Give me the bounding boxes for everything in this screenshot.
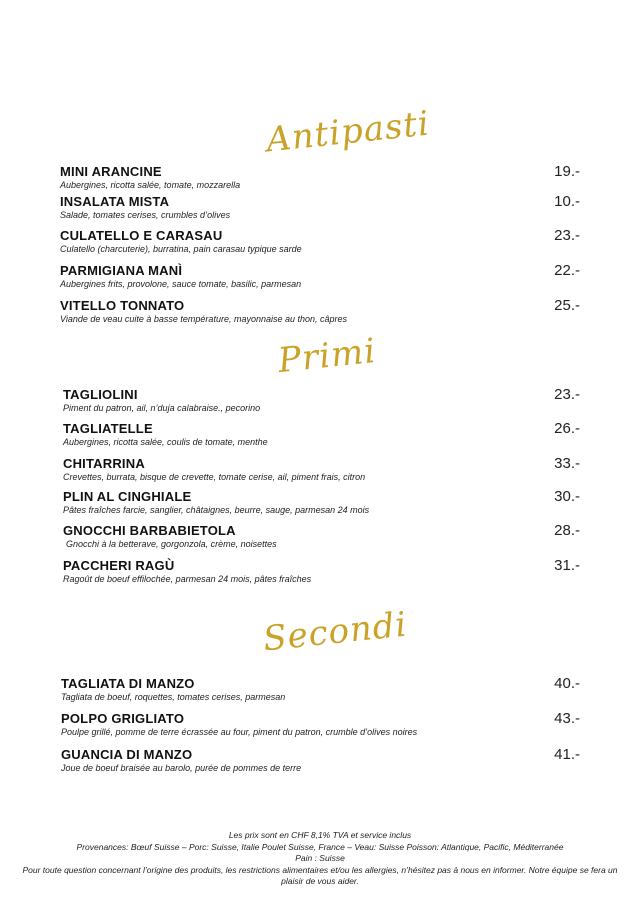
item-name: TAGLIATA DI MANZO [61, 676, 195, 691]
item-price: 22.- [554, 262, 580, 279]
item-price: 23.- [554, 386, 580, 403]
item-description: Joue de boeuf braisée au barolo, purée de pommes de terre [61, 763, 302, 773]
item-description: Aubergines, ricotta salée, coulis de tomate, menthe [63, 437, 268, 447]
item-name: PLIN AL CINGHIALE [63, 489, 192, 504]
item-description: Crevettes, burrata, bisque de crevette, tomate cerise, ail, piment frais, citron [63, 472, 366, 482]
item-name: CHITARRINA [63, 456, 145, 471]
item-name: VITELLO TONNATO [60, 298, 185, 313]
item-description: Poulpe grillé, pomme de terre écrassée au four, piment du patron, crumble d’olives noires [61, 727, 418, 737]
item-description: Aubergines frits, provolone, sauce tomate, basilic, parmesan [60, 279, 302, 289]
footer-notes [0, 830, 640, 888]
menu-item [0, 263, 640, 297]
menu-item [0, 676, 640, 710]
menu-item [0, 387, 640, 421]
menu-item [0, 558, 640, 592]
footer-bread-note: Pain : Suisse [295, 853, 345, 863]
item-name: PACCHERI RAGÙ [63, 558, 175, 573]
item-price: 43.- [554, 710, 580, 727]
menu-item [0, 164, 640, 198]
item-description: Ragoût de boeuf effilochée, parmesan 24 mois, pâtes fraîches [63, 574, 312, 584]
item-description: Viande de veau cuite à basse température, mayonnaise au thon, câpres [60, 314, 348, 324]
item-name: PARMIGIANA MANÌ [60, 263, 183, 278]
menu-item [0, 194, 640, 228]
item-price: 33.- [554, 455, 580, 472]
item-name: GUANCIA DI MANZO [61, 747, 193, 762]
item-price: 30.- [554, 488, 580, 505]
item-description: Piment du patron, ail, n’duja calabraise., pecorino [63, 403, 261, 413]
footer-prices-note: Les prix sont en CHF 8,1% TVA et service inclus [228, 830, 412, 840]
menu-item [0, 711, 640, 745]
item-price: 26.- [554, 420, 580, 437]
item-name: INSALATA MISTA [60, 194, 170, 209]
item-name: GNOCCHI BARBABIETOLA [63, 523, 236, 538]
item-price: 40.- [554, 675, 580, 692]
footer-allergy-note-end: plaisir de vous aider. [281, 876, 359, 886]
item-price: 28.- [554, 522, 580, 539]
item-description: Gnocchi à la betterave, gorgonzola, crème, noisettes [66, 539, 277, 549]
section-title-secondi: Secondi [261, 604, 410, 660]
item-name: TAGLIOLINI [63, 387, 138, 402]
item-name: CULATELLO E CARASAU [60, 228, 223, 243]
item-name: POLPO GRIGLIATO [61, 711, 185, 726]
item-description: Pâtes fraîches farcie, sanglier, châtaignes, beurre, sauge, parmesan 24 mois [63, 505, 370, 515]
footer-allergy-note: Pour toute question concernant l’origine des produits, les restrictions alimentaires et/ou les allergies, n’hésitez pas à nous en informer. Notre équipe se fera un [22, 864, 618, 875]
item-price: 31.- [554, 557, 580, 574]
item-price: 10.- [554, 193, 580, 210]
menu-item [0, 747, 640, 781]
menu-item [0, 421, 640, 455]
item-price: 41.- [554, 746, 580, 763]
menu-item [0, 489, 640, 523]
menu-item [0, 523, 640, 557]
item-description: Aubergines, ricotta salée, tomate, mozzarella [60, 180, 241, 190]
item-price: 19.- [554, 163, 580, 180]
menu-item [0, 298, 640, 332]
menu-item [0, 228, 640, 262]
item-price: 25.- [554, 297, 580, 314]
item-description: Culatello (charcuterie), burratina, pain carasau typique sarde [60, 244, 302, 254]
footer-provenance-note: Provenances: Bœuf Suisse – Porc: Suisse, Italie Poulet Suisse, France – Veau: Suisse Poisson: Atlantique, Pacific, Méditerranée [76, 841, 564, 852]
item-name: MINI ARANCINE [60, 164, 162, 179]
item-description: Salade, tomates cerises, crumbles d’olives [60, 210, 231, 220]
item-price: 23.- [554, 227, 580, 244]
section-title-primi: Primi [276, 330, 378, 382]
item-name: TAGLIATELLE [63, 421, 153, 436]
menu-item [0, 456, 640, 490]
section-title-antipasti: Antipasti [264, 103, 432, 161]
item-description: Tagliata de boeuf, roquettes, tomates cerises, parmesan [61, 692, 286, 702]
